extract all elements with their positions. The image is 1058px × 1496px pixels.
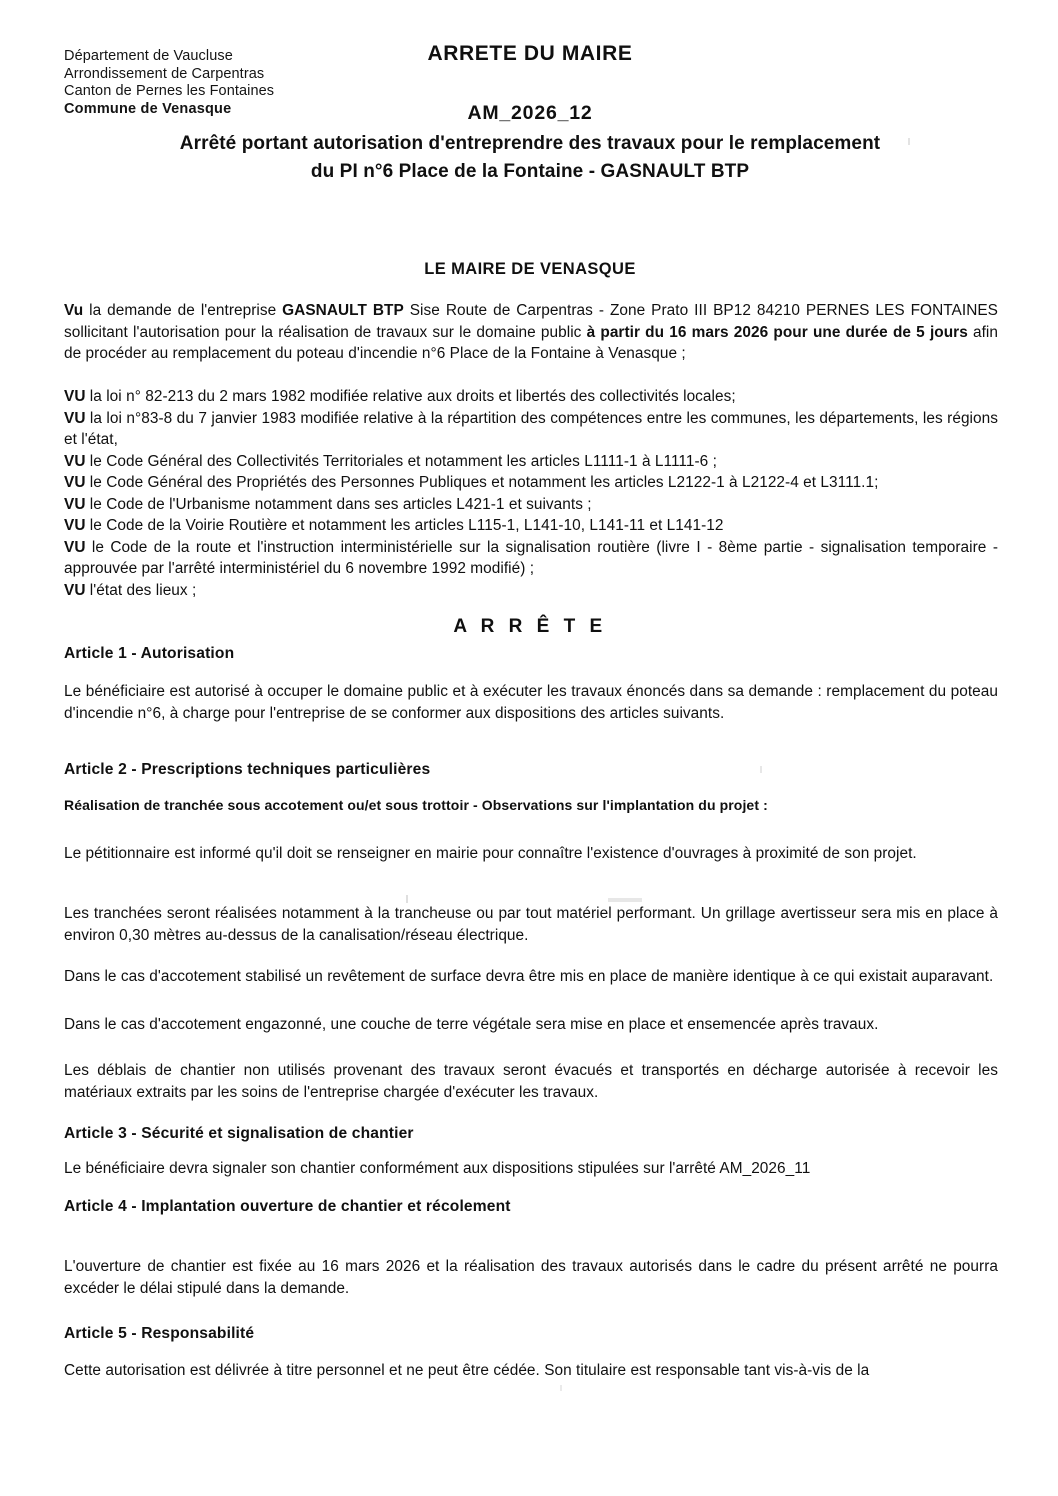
vu-text: le Code Général des Collectivités Territoriales et notamment les articles L1111-1 à L1111-6 ; [85,452,717,470]
vu-clause-item [64,515,998,537]
vu-text: la loi n°83-8 du 7 janvier 1983 modifiée relative à la répartition des compétences entre les communes, les départements, les régions et l'état, [64,409,998,448]
vu-text: le Code de la route et l'instruction interministérielle sur la signalisation routière (livre I - 8ème partie - signalisation temporaire - approuvée par l'arrêté interministériel du 6 novembre 1992 modifié) ; [64,538,998,577]
document-reference: AM_2026_12 [467,102,593,124]
vu-clause-item [64,408,998,451]
article-4-heading: Article 4 - Implantation ouverture de chantier et récolement [64,1198,511,1215]
article-2-paragraph-1: Le pétitionnaire est informé qu'il doit se renseigner en mairie pour connaître l'existence d'ouvrages à proximité de son projet. [64,845,917,862]
vu-text: l'état des lieux ; [85,581,197,599]
arrete-heading: A R R Ê T E [453,616,607,637]
article-2-paragraph-3: Dans le cas d'accotement stabilisé un revêtement de surface devra être mis en place de manière identique à ce qui existait auparavant. [64,968,994,985]
document-subject [62,130,998,186]
document-header [62,0,998,196]
vu-lead: VU [64,581,86,599]
vu-lead: VU [64,388,86,405]
vu-demande-text-4: afin de procéder au remplacement du poteau d'incendie n°6 Place de la Fontaine à Venasque ; [64,323,999,362]
admin-line-canton: Canton de Pernes les Fontaines [64,83,275,99]
vu-demande-start-date: à partir du 16 mars 2026 [586,323,769,341]
vu-clause-item [64,472,998,494]
vu-clause-item [64,386,998,408]
article-4-body: L'ouverture de chantier est fixée au 16 mars 2026 et la réalisation des travaux autorisés dans le cadre du présent arrêté ne pourra excéder le délai stipulé dans la demande. [64,1258,998,1297]
article-2-paragraph-4: Dans le cas d'accotement engazonné, une couche de terre végétale sera mise en place et ensemencée après travaux. [64,1016,879,1033]
vu-lead: VU [64,452,86,470]
mayor-heading: LE MAIRE DE VENASQUE [424,260,636,278]
vu-demande-duration: pour une durée de 5 jours [773,323,968,341]
vu-demande-text-2: Sise Route de Carpentras - Zone Prato III BP12 84210 PERNES LES FONTAINES sollicitant l'autorisation pour la réalisation de travaux sur le domaine public [64,302,998,341]
article-2-paragraph-2: Les tranchées seront réalisées notamment à la trancheuse ou par tout matériel performant. Un grillage avertisseur sera mis en place à environ 0,30 mètres au-dessus de la canalisation/réseau électrique. [64,905,998,944]
article-5-heading: Article 5 - Responsabilité [64,1325,255,1342]
article-2-heading: Article 2 - Prescriptions techniques particulières [64,761,431,778]
article-3-heading: Article 3 - Sécurité et signalisation de chantier [64,1125,414,1142]
subject-line-2: du PI n°6 Place de la Fontaine - GASNAULT BTP [310,161,750,182]
vu-clause-item [64,451,998,473]
page-title: ARRETE DU MAIRE [427,42,633,65]
vu-clause-item [64,580,998,602]
admin-line-departement: Département de Vaucluse [64,48,233,64]
admin-line-commune: Commune de Venasque [64,100,232,117]
vu-text: le Code de la Voirie Routière et notamment les articles L115-1, L141-10, L141-11 et L141-12 [85,517,724,534]
vu-demande-paragraph [64,300,998,365]
subject-line-1: Arrêté portant autorisation d'entreprendre des travaux pour le remplacement [179,133,881,154]
vu-lead: VU [64,495,86,513]
vu-lead: VU [64,409,86,427]
vu-lead: VU [64,474,86,491]
article-2-paragraph-5: Les déblais de chantier non utilisés provenant des travaux seront évacués et transportés en décharge autorisée à recevoir les matériaux extraits par les soins de l'entreprise chargée d'exécuter les travaux. [64,1062,998,1101]
vu-clause-item [64,537,998,580]
vu-lead: VU [64,517,86,534]
document-sheet [62,0,998,1496]
admin-line-arrondissement: Arrondissement de Carpentras [64,65,265,82]
article-1-heading: Article 1 - Autorisation [64,645,235,662]
vu-demande-company: GASNAULT BTP [282,302,404,319]
article-1-body: Le bénéficiaire est autorisé à occuper le domaine public et à exécuter les travaux énoncés dans sa demande : remplacement du poteau d'incendie n°6, à charge pour l'entreprise de se conformer aux dispositions des articles suivants. [64,683,998,722]
vu-text: la loi n° 82-213 du 2 mars 1982 modifiée relative aux droits et libertés des collectivités locales; [85,388,736,405]
article-3-body: Le bénéficiaire devra signaler son chantier conformément aux dispositions stipulées sur l'arrêté AM_2026_11 [64,1160,811,1177]
vu-lead: VU [64,538,86,556]
vu-clause-item [64,494,998,516]
vu-demande-text-1: la demande de l'entreprise [83,302,283,319]
article-2-subheading: Réalisation de tranchée sous accotement ou/et sous trottoir - Observations sur l'implantation du projet : [64,797,768,813]
vu-text: le Code de l'Urbanisme notamment dans ses articles L421-1 et suivants ; [85,495,592,513]
vu-text: le Code Général des Propriétés des Personnes Publiques et notamment les articles L2122-1 à L2122-4 et L3111.1; [85,474,879,491]
vu-clause-list [64,386,998,601]
vu-demande-lead: Vu [64,302,84,319]
article-5-body: Cette autorisation est délivrée à titre personnel et ne peut être cédée. Son titulaire est responsable tant vis-à-vis de la [64,1362,870,1379]
